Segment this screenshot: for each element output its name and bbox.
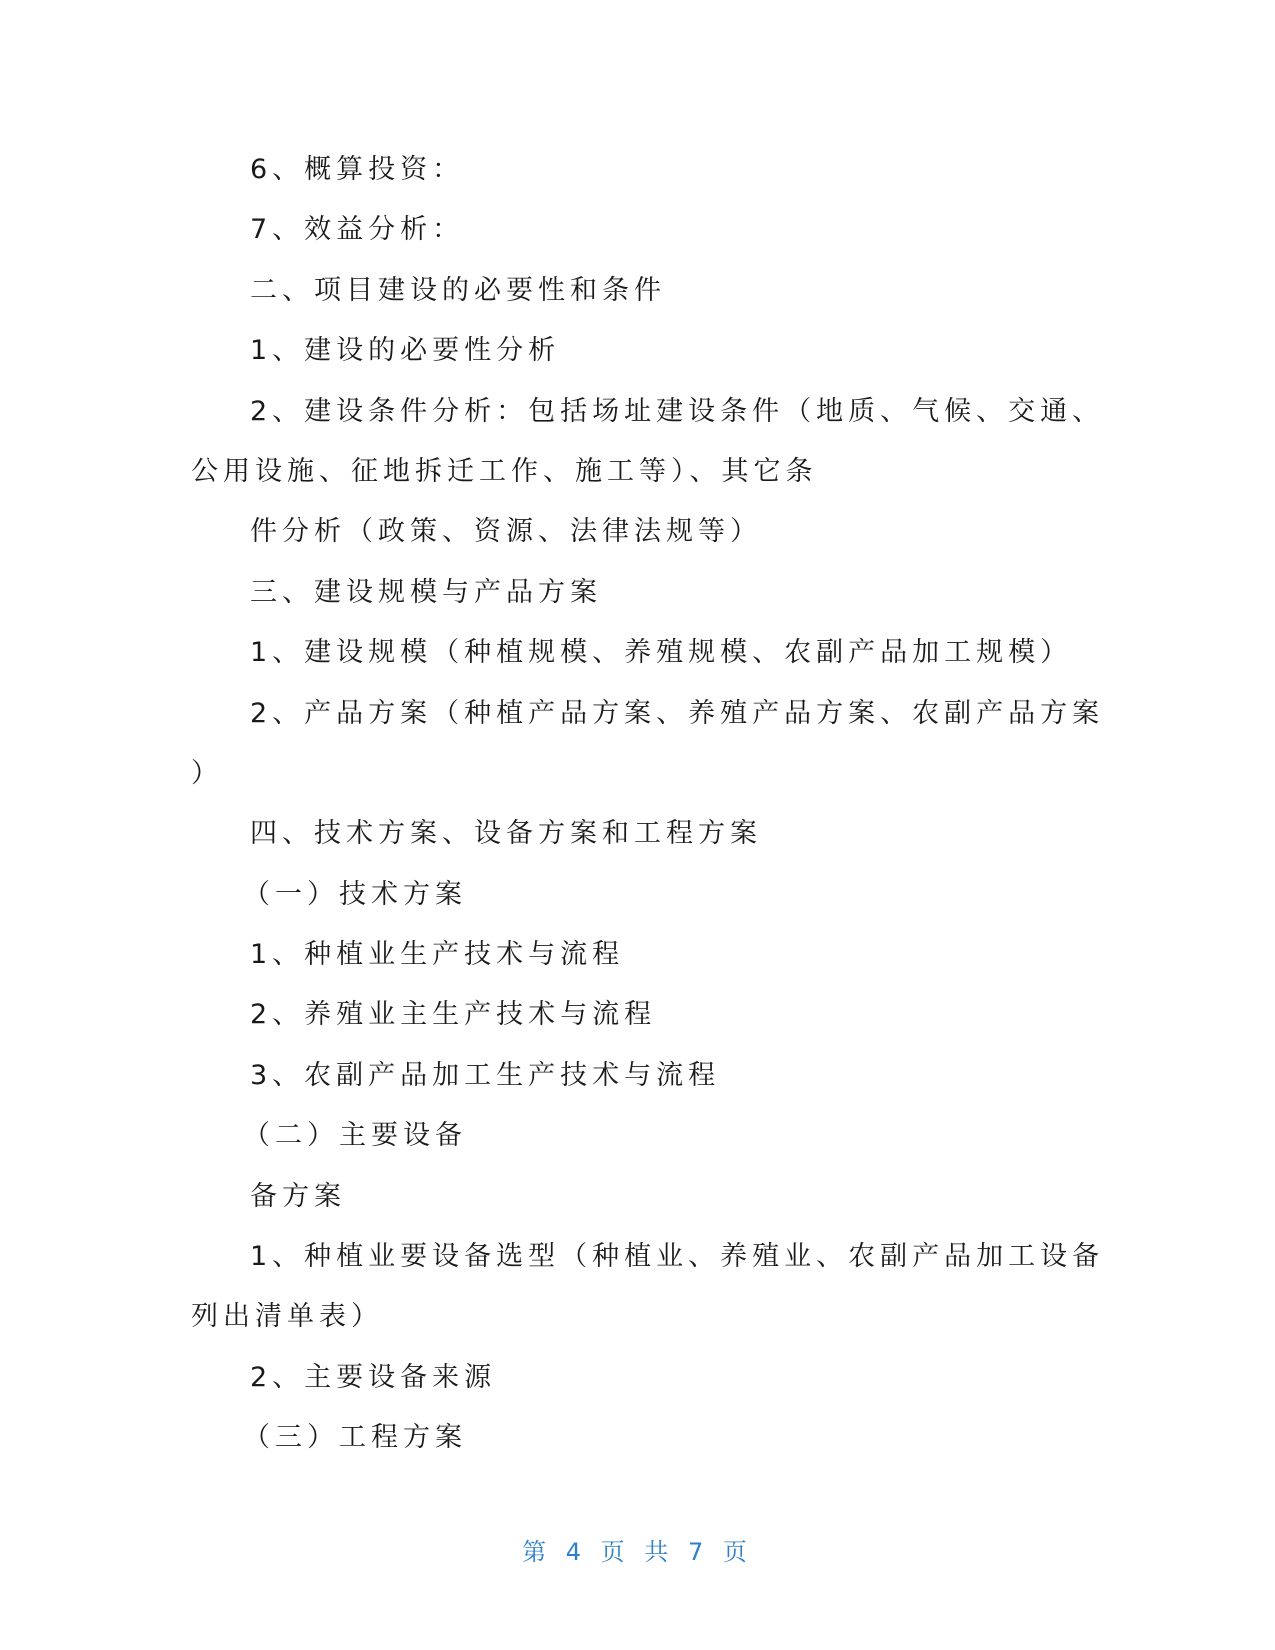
subsection-heading: （二）主要设备 — [243, 1120, 467, 1152]
text-line: 2、主要设备来源 — [250, 1361, 497, 1393]
section-heading: 三、建设规模与产品方案 — [250, 576, 602, 608]
subsection-heading: （一）技术方案 — [243, 878, 467, 910]
section-heading: 二、项目建设的必要性和条件 — [250, 274, 666, 306]
subsection-heading: （三）工程方案 — [243, 1422, 467, 1454]
text-line: 1、建设的必要性分析 — [250, 335, 561, 367]
section-heading: 四、技术方案、设备方案和工程方案 — [250, 818, 762, 850]
text-line: 1、种植业生产技术与流程 — [250, 939, 625, 971]
document-body — [191, 140, 1105, 1469]
text-line: 6、概算投资： — [250, 154, 465, 185]
text-line: 2、养殖业主生产技术与流程 — [250, 999, 657, 1031]
text-line: 公用设施、征地拆迁工作、施工等）、其它条 — [191, 455, 818, 487]
text-line: 备方案 — [250, 1180, 346, 1212]
text-line: 件分析（政策、资源、法律法规等） — [250, 516, 762, 548]
page-footer — [0, 1532, 1275, 1567]
text-line: 列出清单表） — [191, 1301, 383, 1333]
text-line: 3、农副产品加工生产技术与流程 — [250, 1059, 721, 1091]
text-line: 7、效益分析： — [250, 214, 465, 246]
text-line: 1、建设规模（种植规模、养殖规模、农副产品加工规模） — [250, 637, 1073, 669]
text-line: ） — [191, 757, 223, 789]
page-number-label: 第 4 页 共 7 页 — [522, 1538, 753, 1566]
text-line: 2、建设条件分析：包括场址建设条件（地质、气候、交通、 — [250, 395, 1105, 427]
text-line: 1、种植业要设备选型（种植业、养殖业、农副产品加工设备 — [250, 1241, 1105, 1273]
text-line: 2、产品方案（种植产品方案、养殖产品方案、农副产品方案 — [250, 697, 1105, 729]
